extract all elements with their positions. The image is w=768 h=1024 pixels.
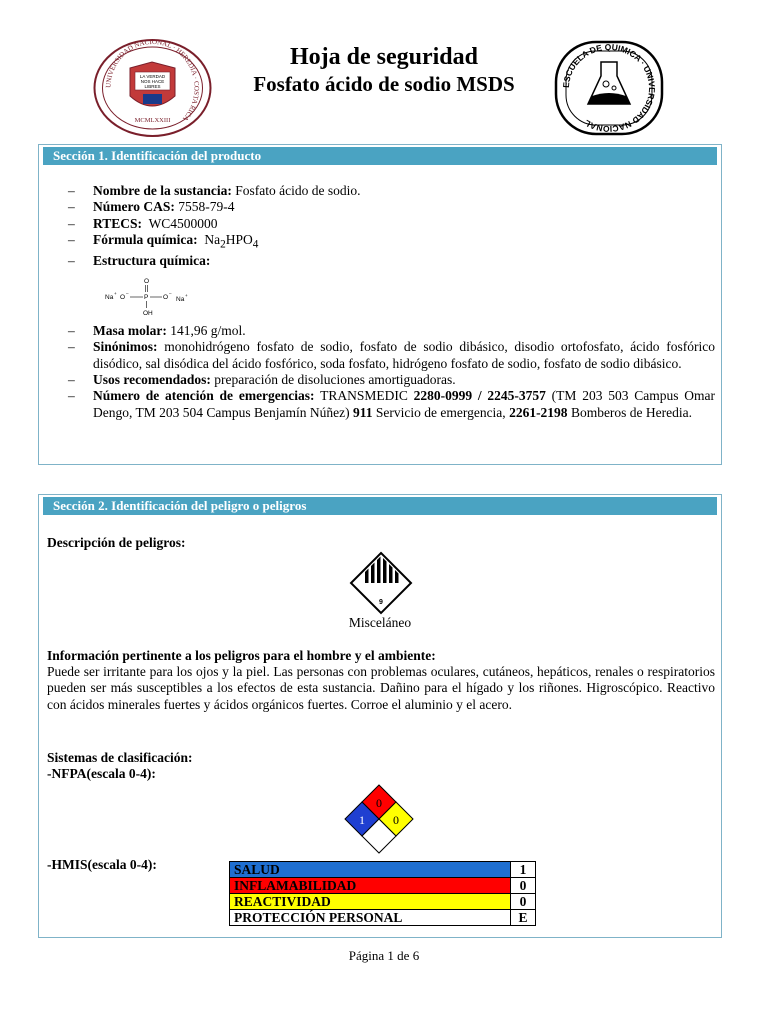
svg-text:P: P: [144, 294, 149, 302]
list-dash: –: [68, 252, 75, 268]
section-1-product-identification: [38, 144, 722, 465]
list-item: [39, 253, 721, 319]
right-seal-ring-text: ESCUELA DE QUIMICA · UNIVERSIDAD NACIONAL: [560, 41, 658, 135]
seal-motto-line-2: NOS HACE: [140, 79, 165, 84]
hmis-row: [230, 878, 536, 894]
hmis-category: PROTECCIÓN PERSONAL: [230, 910, 511, 926]
nfpa-reactivity-value: 0: [393, 813, 399, 827]
list-dash: –: [68, 231, 75, 247]
escuela-quimica-seal: [554, 40, 664, 136]
hazard-info-label: Información pertinente a los peligros para el hombre y el ambiente:: [47, 648, 436, 663]
field-label: Estructura química:: [93, 252, 211, 268]
svg-text:Na: Na: [105, 294, 114, 302]
list-dash: –: [68, 215, 75, 231]
svg-text:O: O: [144, 278, 150, 286]
svg-text:–: –: [126, 291, 129, 297]
nfpa-flammability-value: 0: [376, 796, 382, 810]
nfpa-diamond: [343, 783, 415, 855]
list-dash: –: [68, 183, 75, 198]
hmis-value: 1: [511, 862, 536, 878]
hmis-value: 0: [511, 878, 536, 894]
document-header: [0, 0, 768, 145]
list-item: [39, 388, 721, 421]
hmis-value: 0: [511, 894, 536, 910]
field-value: WC4500000: [148, 215, 218, 231]
hmis-row: [230, 910, 536, 926]
list-dash: –: [68, 372, 75, 388]
list-dash: –: [68, 199, 75, 215]
hmis-value: E: [511, 910, 536, 926]
list-item: [39, 323, 721, 339]
seal-motto-line-3: LIBRES: [144, 84, 161, 89]
list-item: [39, 183, 721, 199]
svg-text:OH: OH: [143, 310, 153, 318]
hmis-category: INFLAMABILIDAD: [230, 878, 511, 894]
field-label: RTECS:: [93, 215, 143, 231]
nfpa-label: -NFPA(escala 0-4):: [47, 766, 156, 781]
nfpa-health-value: 1: [359, 813, 365, 827]
document-subtitle: Fosfato ácido de sodio MSDS: [253, 72, 515, 96]
miscellaneous-hazard-pictogram: [349, 551, 413, 615]
list-item: [39, 372, 721, 388]
field-label: Sinónimos:: [93, 339, 158, 355]
list-item: [39, 199, 721, 215]
svg-text:–: –: [169, 291, 172, 297]
chemical-structure-diagram: [103, 277, 213, 319]
chemical-formula: $Na_2HPO_4$: [204, 231, 259, 251]
hmis-row: [230, 894, 536, 910]
pictogram-caption: Misceláneo: [348, 615, 412, 630]
hmis-category: REACTIVIDAD: [230, 894, 511, 910]
field-label: Usos recomendados:: [93, 372, 211, 388]
list-dash: –: [68, 388, 75, 404]
document-title: Hoja de seguridad: [289, 44, 478, 70]
hmis-label: -HMIS(escala 0-4):: [47, 857, 157, 872]
field-value: Fosfato ácido de sodio.: [235, 183, 361, 198]
list-dash: –: [68, 323, 75, 339]
field-value: monohidrógeno fosfato de sodio, fosfato de sodio dibásico, disodio ortofosfato, ácido fosfórico disódico, sal disódica del ácido fosfórico, soda fosfato, hidrógeno fosfato de sodio, fosfato de sodio dibásico.: [93, 339, 716, 371]
svg-text:O: O: [120, 294, 126, 302]
hmis-table: [229, 861, 536, 926]
section-1-heading: Sección 1. Identificación del producto: [43, 147, 717, 165]
list-dash: –: [68, 339, 75, 355]
hmis-row: [230, 862, 536, 878]
seal-year: MCMLXXIII: [134, 117, 171, 124]
svg-text:Na: Na: [176, 296, 185, 304]
svg-text:O: O: [163, 294, 169, 302]
hmis-category: SALUD: [230, 862, 511, 878]
field-label: Número de atención de emergencias:: [93, 388, 315, 404]
field-label: Fórmula química:: [93, 231, 198, 247]
hazard-info-text: Puede ser irritante para los ojos y la piel. Las personas con problemas oculares, cutáneos, hepáticos, renales o respiratorios pueden ser más susceptibles a los efectos de esta sustancia. Dañino para el hígado y los riñones. Higroscópico. Reactivo con ácidos minerales fuertes y ácidos orgánicos fuertes. Corroe el aluminio y el acero.: [47, 664, 715, 712]
field-label: Masa molar:: [93, 323, 167, 339]
classification-systems-label: Sistemas de clasificación:: [47, 750, 193, 765]
svg-text:+: +: [185, 293, 188, 299]
section-2-hazard-identification: [38, 494, 722, 938]
left-seal-ring-text: UNIVERSIDAD NACIONAL · HEREDIA · COSTA RICA: [104, 38, 201, 123]
list-item: [39, 232, 721, 253]
field-label: Nombre de la sustancia:: [93, 183, 232, 198]
page-number: Página 1 de 6: [348, 948, 420, 963]
seal-motto-line-1: LA VERDAD: [139, 74, 166, 79]
field-value: TRANSMEDIC 2280-0999 / 2245-3757 (TM 203 503 Campus Omar Dengo, TM 203 504 Campus Benjamín Núñez) 911 Servicio de emergencia, 2261-2198 Bomberos de Heredia.: [93, 388, 715, 420]
product-field-list: [39, 183, 721, 421]
pictogram-class-number: 9: [379, 599, 383, 606]
svg-text:+: +: [114, 291, 117, 297]
hazard-description-label: Descripción de peligros:: [47, 535, 186, 550]
section-2-heading: Sección 2. Identificación del peligro o peligros: [43, 497, 717, 515]
field-value: 7558-79-4: [178, 199, 235, 215]
field-label: Número CAS:: [93, 199, 175, 215]
field-value: preparación de disoluciones amortiguadoras.: [214, 372, 456, 388]
field-value: 141,96 g/mol.: [170, 323, 246, 339]
list-item: [39, 216, 721, 232]
list-item: [39, 339, 721, 372]
